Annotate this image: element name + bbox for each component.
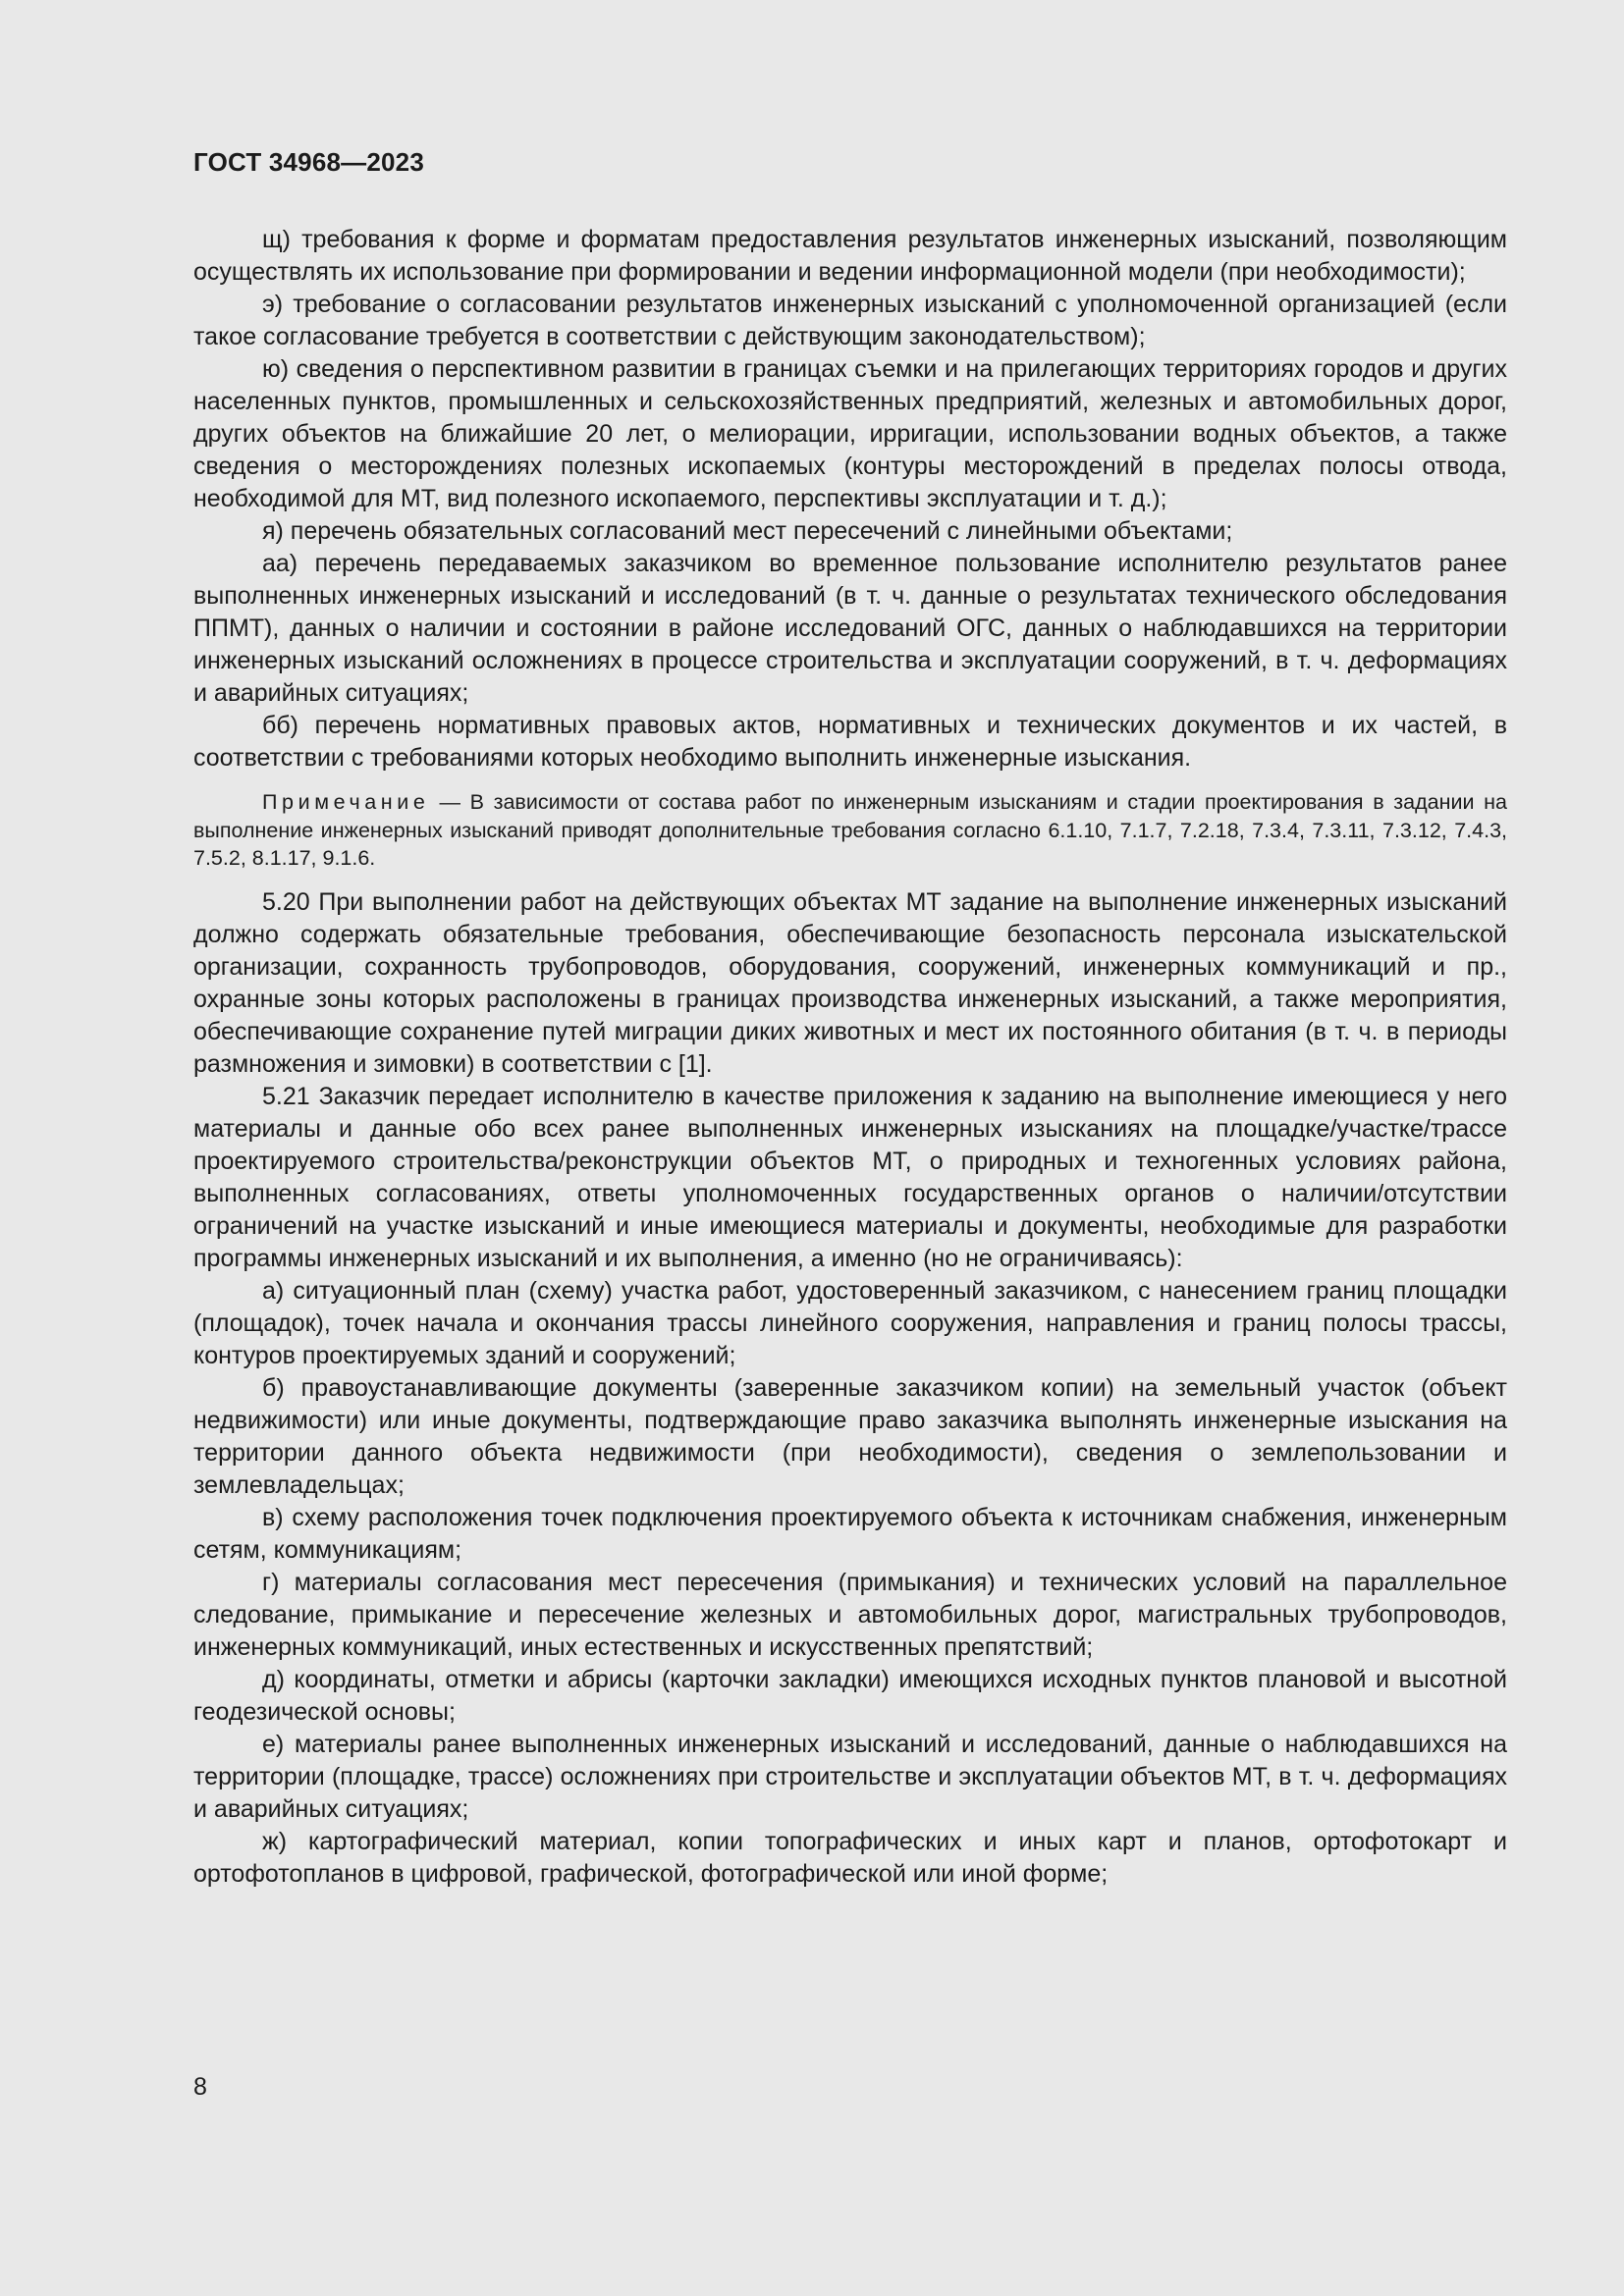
list-item-ya: я) перечень обязательных согласований мест пересечений с линейными объектами; <box>262 517 1233 545</box>
list-item-b: б) правоустанавливающие документы (заверенные заказчиком копии) на земельный участок (объект недвижимости) или иные документы, подтверждающие право заказчика выполнять инженерные изыскания на территории данного объекта недвижимости (при необходимости), сведения о землепользовании и землевладельцах; <box>193 1373 1507 1499</box>
list-item-d: д) координаты, отметки и абрисы (карточки закладки) имеющихся исходных пунктов плановой и высотной геодезической основы; <box>193 1665 1507 1726</box>
list-item-yu: ю) сведения о перспективном развитии в границах съемки и на прилегающих территориях городов и других населенных пунктов, промышленных и сельскохозяйственных предприятий, железных и автомобильных дорог, других объектов на ближайшие 20 лет, о мелиорации, ирригации, использовании водных объектов, а также сведения о месторождениях полезных ископаемых (контуры месторождений в пределах полосы отвода, необходимой для МТ, вид полезного ископаемого, перспективы эксплуатации и т. д.); <box>193 355 1507 512</box>
list-item-zh: ж) картографический материал, копии топографических и иных карт и планов, ортофотокарт и ортофотопланов в цифровой, графической, фотографической или иной форме; <box>193 1827 1507 1888</box>
list-item-e: э) требование о согласовании результатов инженерных изысканий с уполномоченной организацией (если такое согласование требуется в соответствии с действующим законодательством); <box>193 291 1507 350</box>
note-block <box>193 788 1507 873</box>
list-item-v: в) схему расположения точек подключения проектируемого объекта к источникам снабжения, инженерным сетям, коммуникациям; <box>193 1503 1507 1564</box>
document-code-header: ГОСТ 34968—2023 <box>193 147 424 177</box>
list-item-aa: аа) перечень передаваемых заказчиком во временное пользование исполнителю результатов ранее выполненных инженерных изысканий и исследований (в т. ч. данные о результатах технического обследования ППМТ), данных о наличии и состоянии в районе исследований ОГС, данных о наблюдавшихся на территории инженерных изысканий осложнениях в процессе строительства и эксплуатации сооружений, в т. ч. деформациях и аварийных ситуациях; <box>193 550 1507 707</box>
list-item-shch: щ) требования к форме и форматам предоставления результатов инженерных изысканий, позволяющим осуществлять их использование при формировании и ведении информационной модели (при необходимости); <box>193 226 1507 286</box>
clause-5-21: 5.21 Заказчик передает исполнителю в качестве приложения к заданию на выполнение имеющиеся у него материалы и данные обо всех ранее выполненных инженерных изысканиях на площадке/участке/трассе проектируемого строительства/реконструкции объектов МТ, о природных и техногенных условиях района, выполненных согласованиях, ответы уполномоченных государственных органов о наличии/отсутствии ограничений на участке изысканий и иные имеющиеся материалы и документы, необходимые для разработки программы инженерных изысканий и их выполнения, а именно (но не ограничиваясь): <box>193 1082 1507 1272</box>
list-item-g: г) материалы согласования мест пересечения (примыкания) и технических условий на параллельное следование, примыкание и пересечение железных и автомобильных дорог, магистральных трубопроводов, инженерных коммуникаций, иных естественных и искусственных препятствий; <box>193 1568 1507 1661</box>
note-text: — В зависимости от состава работ по инженерным изысканиям и стадии проектирования в задании на выполнение инженерных изысканий приводят дополнительные требования согласно 6.1.10, 7.1.7, 7.2.18, 7.3.4, 7.3.11, 7.3.12, 7.4.3, 7.5.2, 8.1.17, 9.1.6. <box>193 790 1507 870</box>
list-item-a: а) ситуационный план (схему) участка работ, удостоверенный заказчиком, с нанесением границ площадки (площадок), точек начала и окончания трассы линейного сооружения, направления и границ полосы трассы, контуров проектируемых зданий и сооружений; <box>193 1276 1507 1369</box>
page-number: 8 <box>193 2073 207 2101</box>
clause-5-20: 5.20 При выполнении работ на действующих объектах МТ задание на выполнение инженерных изысканий должно содержать обязательные требования, обеспечивающие безопасность персонала изыскательской организации, сохранность трубопроводов, оборудования, сооружений, инженерных коммуникаций и пр., охранные зоны которых расположены в границах производства инженерных изысканий, а также мероприятия, обеспечивающие сохранение путей миграции диких животных и мест их постоянного обитания (в т. ч. в периоды размножения и зимовки) в соответствии с [1]. <box>193 887 1507 1078</box>
list-item-bb: бб) перечень нормативных правовых актов, нормативных и технических документов и их частей, в соответствии с требованиями которых необходимо выполнить инженерные изыскания. <box>193 712 1507 772</box>
note-label: Примечание <box>262 790 430 814</box>
document-body <box>193 224 1507 1891</box>
list-item-e-cyr: е) материалы ранее выполненных инженерных изысканий и исследований, данные о наблюдавшихся на территории (площадке, трассе) осложнениях при строительстве и эксплуатации объектов МТ, в т. ч. деформациях и аварийных ситуациях; <box>193 1730 1507 1823</box>
